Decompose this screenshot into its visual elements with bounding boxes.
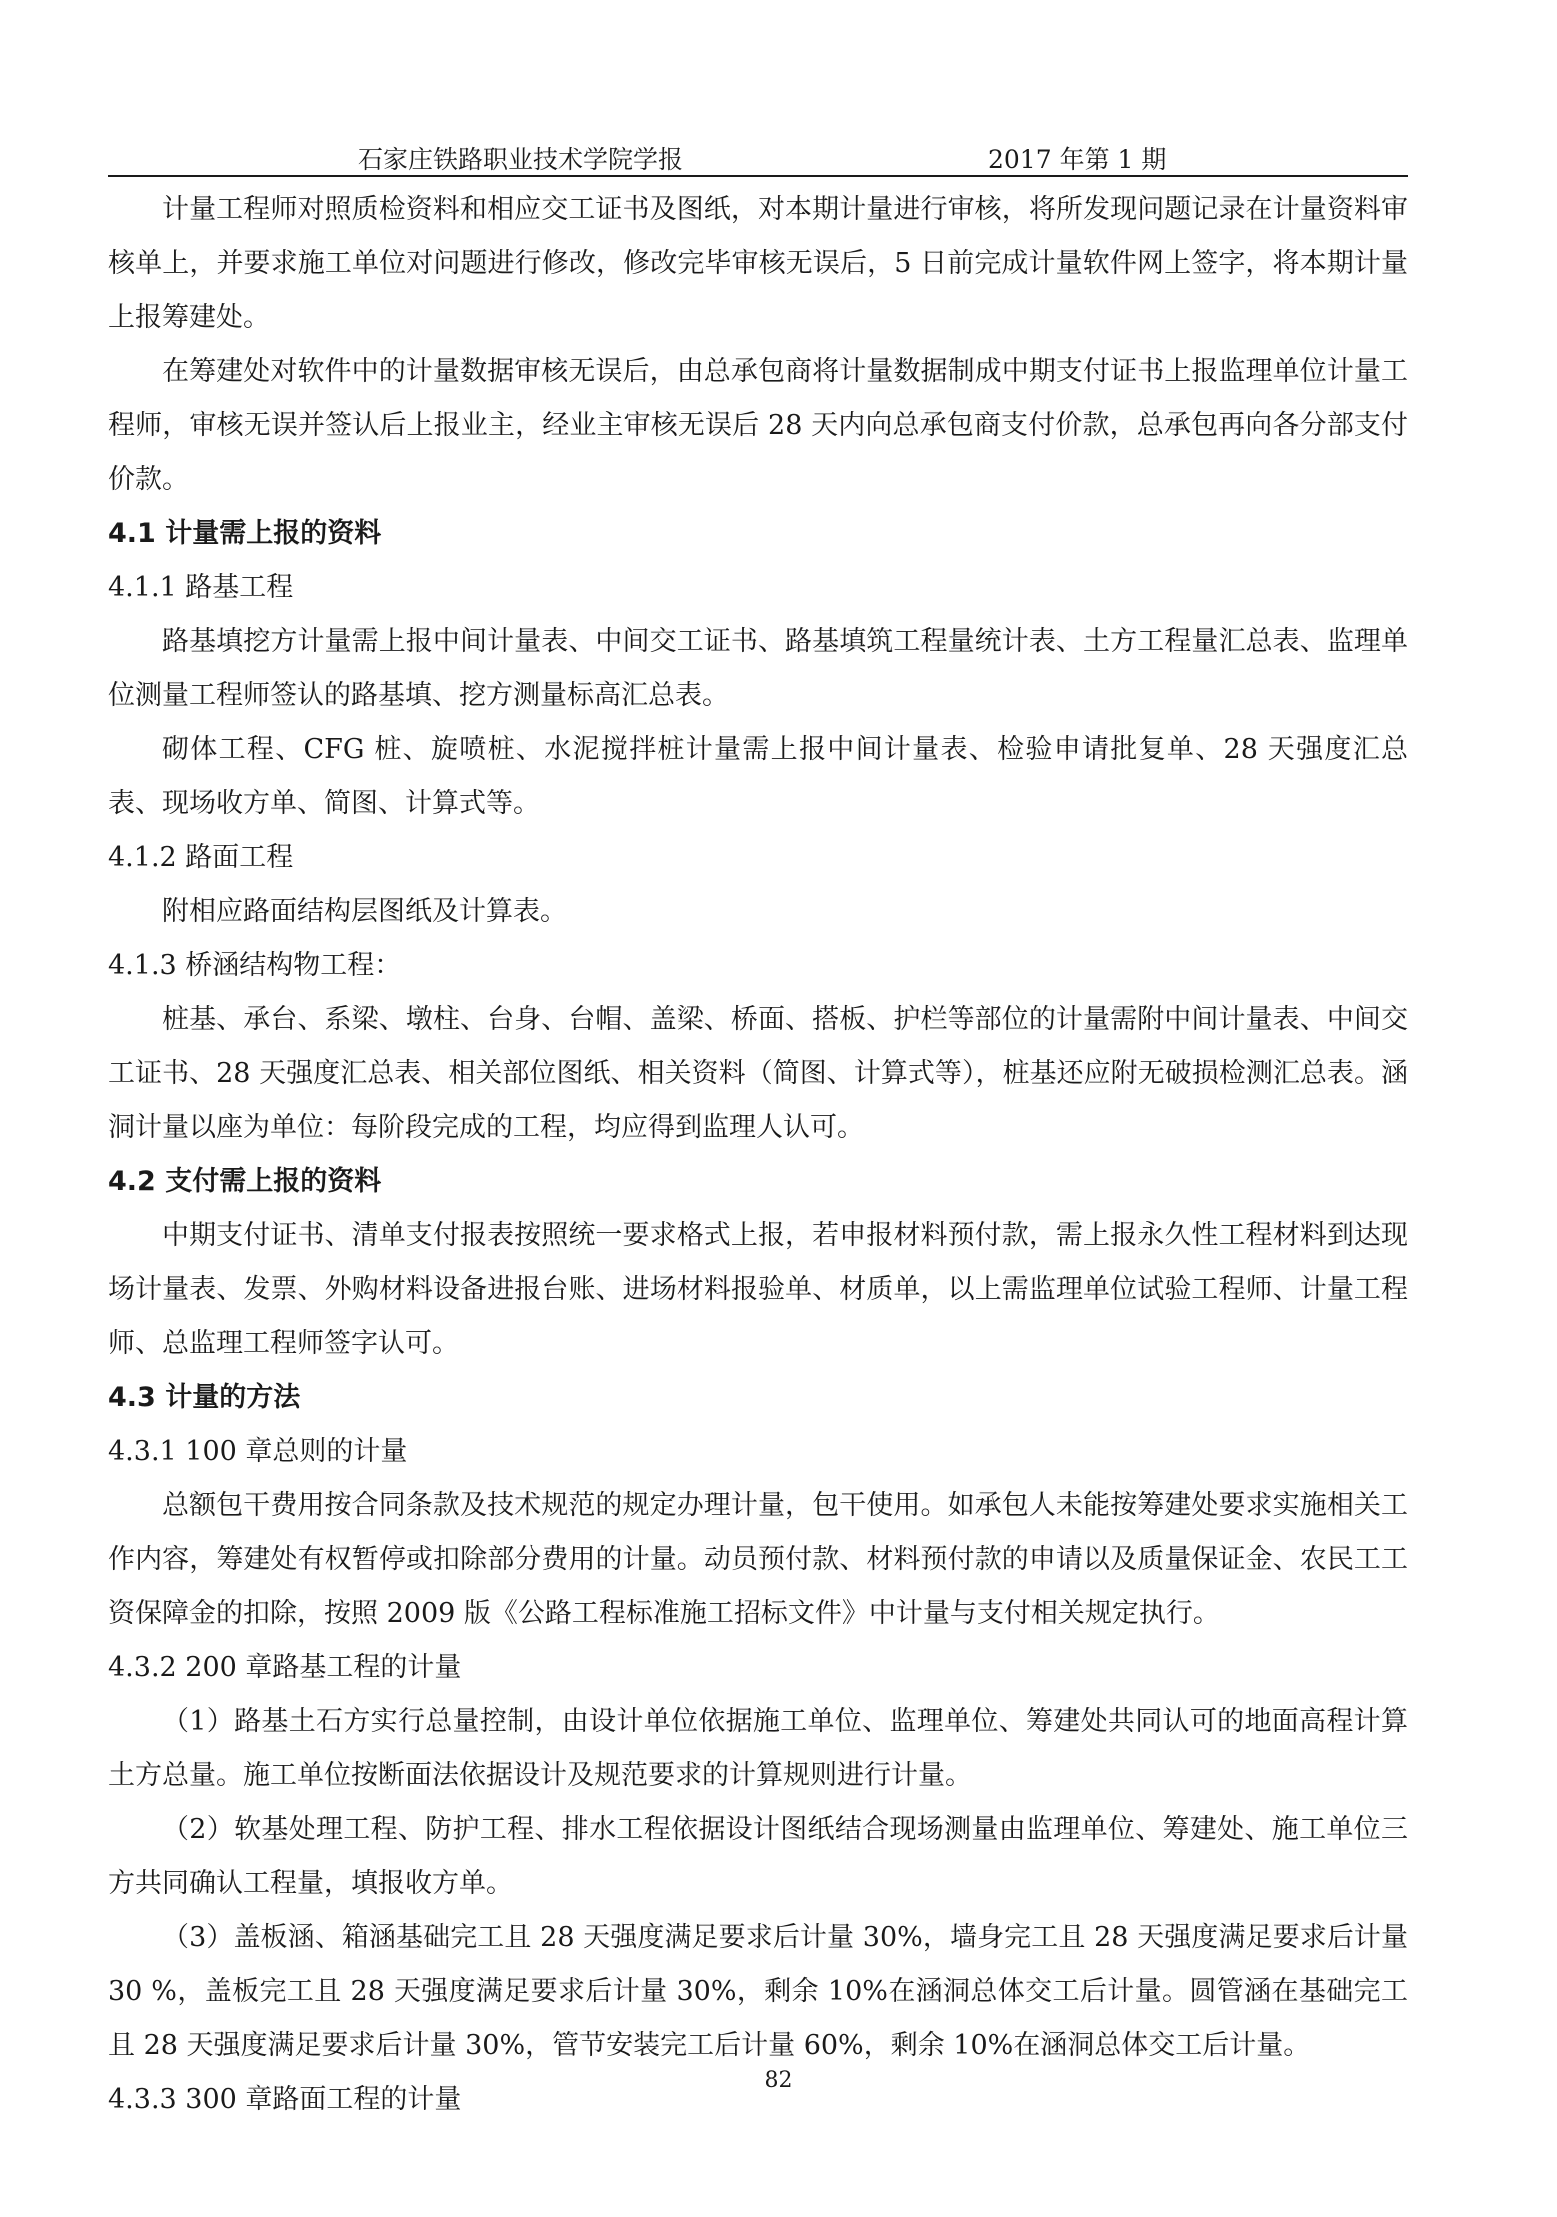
section-heading: 4.3 计量的方法 bbox=[108, 1382, 301, 1413]
journal-title: 石家庄铁路职业技术学院学报 bbox=[358, 145, 684, 174]
header-divider bbox=[108, 175, 1408, 177]
paragraph: 砌体工程、CFG 桩、旋喷桩、水泥搅拌桩计量需上报中间计量表、检验申请批复单、28 天强度汇总表、现场收方单、简图、计算式等。 bbox=[108, 734, 1408, 819]
article-body bbox=[108, 183, 1408, 2127]
subsection-heading: 4.1.1 路基工程 bbox=[108, 572, 294, 603]
running-header bbox=[108, 140, 1408, 180]
paragraph: （2）软基处理工程、防护工程、排水工程依据设计图纸结合现场测量由监理单位、筹建处、施工单位三方共同确认工程量，填报收方单。 bbox=[108, 1814, 1408, 1899]
paragraph: 计量工程师对照质检资料和相应交工证书及图纸，对本期计量进行审核，将所发现问题记录在计量资料审核单上，并要求施工单位对问题进行修改，修改完毕审核无误后，5 日前完成计量软件网上签字，将本期计量上报筹建处。 bbox=[108, 194, 1408, 333]
paragraph: 在筹建处对软件中的计量数据审核无误后，由总承包商将计量数据制成中期支付证书上报监理单位计量工程师，审核无误并签认后上报业主，经业主审核无误后 28 天内向总承包商支付价款，总承包再向各分部支付价款。 bbox=[108, 356, 1408, 495]
section-heading: 4.1 计量需上报的资料 bbox=[108, 518, 382, 549]
subsection-heading: 4.3.3 300 章路面工程的计量 bbox=[108, 2084, 462, 2115]
paragraph: 中期支付证书、清单支付报表按照统一要求格式上报，若申报材料预付款，需上报永久性工程材料到达现场计量表、发票、外购材料设备进报台账、进场材料报验单、材质单，以上需监理单位试验工程师、计量工程师、总监理工程师签字认可。 bbox=[108, 1220, 1408, 1359]
paragraph: 附相应路面结构层图纸及计算表。 bbox=[162, 896, 567, 927]
subsection-heading: 4.3.1 100 章总则的计量 bbox=[108, 1436, 408, 1467]
paragraph: 路基填挖方计量需上报中间计量表、中间交工证书、路基填筑工程量统计表、土方工程量汇总表、监理单位测量工程师签认的路基填、挖方测量标高汇总表。 bbox=[108, 626, 1408, 711]
section-heading: 4.2 支付需上报的资料 bbox=[108, 1166, 382, 1197]
subsection-heading: 4.3.2 200 章路基工程的计量 bbox=[108, 1652, 462, 1683]
page-number: 82 bbox=[764, 2068, 793, 2093]
paragraph: （3）盖板涵、箱涵基础完工且 28 天强度满足要求后计量 30%，墙身完工且 28 天强度满足要求后计量 30 %，盖板完工且 28 天强度满足要求后计量 30%，剩余 10%在涵洞总体交工后计量。圆管涵在基础完工且 28 天强度满足要求后计量 30%，管节安装完工后计量 60%，剩余 10%在涵洞总体交工后计量。 bbox=[108, 1922, 1408, 2061]
issue-label: 2017 年第 1 期 bbox=[988, 145, 1167, 174]
paragraph: （1）路基土石方实行总量控制，由设计单位依据施工单位、监理单位、筹建处共同认可的地面高程计算土方总量。施工单位按断面法依据设计及规范要求的计算规则进行计量。 bbox=[108, 1706, 1408, 1791]
subsection-heading: 4.1.2 路面工程 bbox=[108, 842, 294, 873]
paragraph: 桩基、承台、系梁、墩柱、台身、台帽、盖梁、桥面、搭板、护栏等部位的计量需附中间计量表、中间交工证书、28 天强度汇总表、相关部位图纸、相关资料（简图、计算式等），桩基还应附无破损检测汇总表。涵洞计量以座为单位：每阶段完成的工程，均应得到监理人认可。 bbox=[108, 1004, 1408, 1143]
paragraph: 总额包干费用按合同条款及技术规范的规定办理计量，包干使用。如承包人未能按筹建处要求实施相关工作内容，筹建处有权暂停或扣除部分费用的计量。动员预付款、材料预付款的申请以及质量保证金、农民工工资保障金的扣除，按照 2009 版《公路工程标准施工招标文件》中计量与支付相关规定执行。 bbox=[108, 1490, 1408, 1629]
subsection-heading: 4.1.3 桥涵结构物工程： bbox=[108, 950, 402, 981]
